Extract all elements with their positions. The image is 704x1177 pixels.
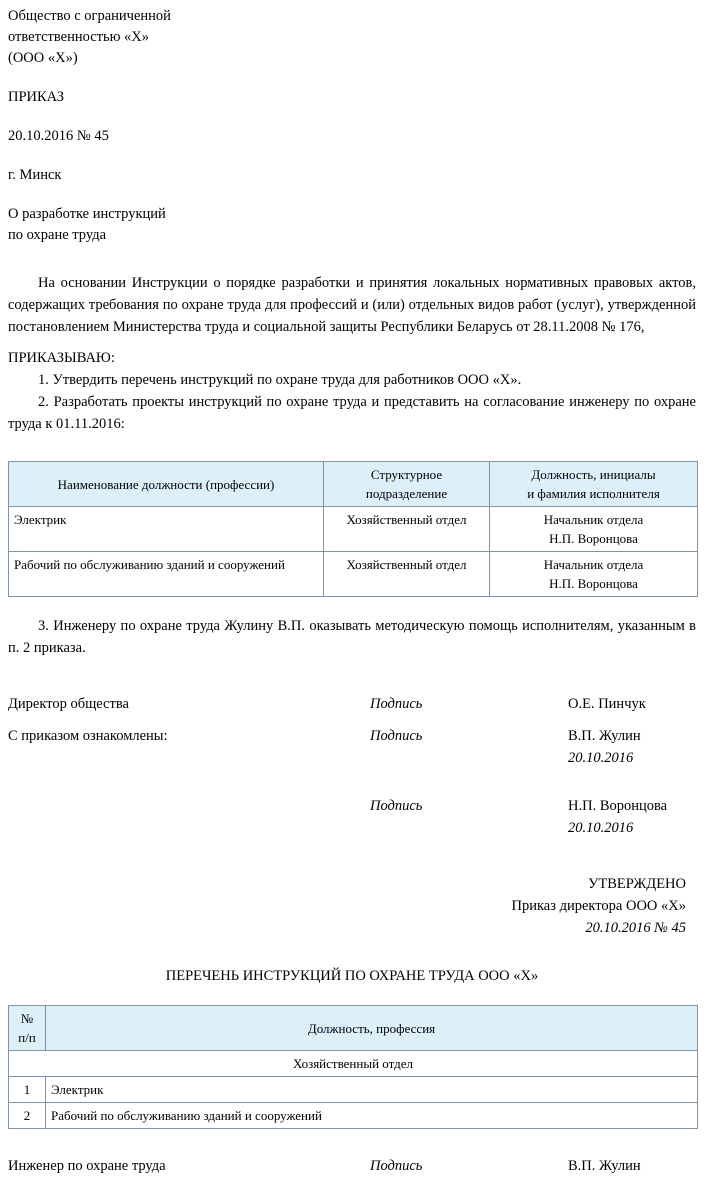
cell-unit: Хозяйственный отдел [324,552,490,597]
approval-word: УТВЕРЖДЕНО [588,876,686,892]
column-header-responsible [490,462,698,507]
list-title: ПЕРЕЧЕНЬ ИНСТРУКЦИЙ ПО ОХРАНЕ ТРУДА ООО «Х» [165,968,539,984]
document-subject-line-1: О разработке инструкций [8,206,166,222]
order-item-2: 2. Разработать проекты инструкций по охране труда и представить на согласование инженеру по охране труда к 01.11.2016: [8,394,696,432]
column-header-profession: Должность, профессия [46,1006,698,1051]
signature-row-acknowledged-2 [8,795,696,817]
column-header-number-line-2: п/п [18,1030,36,1045]
cell-section-name: Хозяйственный отдел [9,1051,698,1077]
signature-row-acknowledged-1 [8,725,696,747]
column-header-unit-line-1: Структурное [370,467,443,482]
signature-name: О.Е. Пинчук [568,696,646,712]
column-header-unit-line-2: подразделение [365,486,448,501]
table-section-row [9,1051,698,1077]
document-city: г. Минск [8,167,62,183]
spacer [8,338,696,348]
document-date-number: 20.10.2016 № 45 [8,128,109,144]
approval-block [8,873,696,939]
column-header-responsible-line-1: Должность, инициалы [531,467,656,482]
order-item-1: 1. Утвердить перечень инструкций по охране труда для работников ООО «Х». [38,372,522,388]
cell-responsible [490,507,698,552]
spacer [8,69,696,87]
spacer [8,715,696,725]
signature-name: Н.П. Воронцова [568,798,668,814]
footer-signature-row [8,1155,696,1177]
signature-placeholder: Подпись [370,798,423,814]
spacer [8,1129,696,1155]
spacer [8,939,696,965]
column-header-number [9,1006,46,1051]
spacer [8,147,696,165]
preamble-paragraph: На основании Инструкции о порядке разработки и принятия локальных нормативных правовых актов, содержащих требования по охране труда для профессий и (или) отдельных видов работ (услуг), утвержденной постановлением Министерства труда и социальной защиты Республики Беларусь от 28.11.2008 № 176, [8,275,696,335]
org-name-line-1: Общество с ограниченной [8,8,171,24]
cell-position: Рабочий по обслуживанию зданий и сооружений [9,552,324,597]
spacer [8,597,696,615]
cell-responsible-name: Н.П. Воронцова [549,531,638,546]
spacer [8,769,696,795]
spacer [8,186,696,204]
document-subject-line-2: по охране труда [8,227,107,243]
signature-block [8,693,696,839]
column-header-position: Наименование должности (профессии) [9,462,324,507]
cell-unit: Хозяйственный отдел [324,507,490,552]
signature-placeholder: Подпись [370,696,423,712]
instructions-list-table [8,1005,698,1129]
signature-name: В.П. Жулин [568,728,641,744]
cell-responsible [490,552,698,597]
footer-signature-placeholder: Подпись [370,1158,423,1174]
column-header-number-line-1: № [20,1011,34,1026]
cell-profession: Рабочий по обслуживанию зданий и сооружений [46,1103,698,1129]
signature-date: 20.10.2016 [568,750,634,766]
spacer [8,108,696,126]
cell-responsible-role: Начальник отдела [543,557,644,572]
table-row [9,552,698,597]
footer-signature-name: В.П. Жулин [568,1158,641,1174]
cell-position: Электрик [9,507,324,552]
signature-role: Директор общества [8,696,129,712]
spacer [8,839,696,873]
signature-row-director [8,693,696,715]
spacer [8,987,696,1005]
executors-table [8,461,698,597]
signature-placeholder: Подпись [370,728,423,744]
cell-profession: Электрик [46,1077,698,1103]
table-header-row [9,462,698,507]
table-header-row [9,1006,698,1051]
order-keyword: ПРИКАЗЫВАЮ: [8,350,115,366]
cell-row-number: 1 [9,1077,46,1103]
footer-signature-role: Инженер по охране труда [8,1158,166,1174]
document-kind: ПРИКАЗ [8,89,65,105]
signature-date-row-1 [8,747,696,769]
org-name-line-2: ответственностью «Х» [8,29,150,45]
spacer [8,435,696,461]
org-short-name: (ООО «Х») [8,50,78,66]
signature-date: 20.10.2016 [568,820,634,836]
table-row [9,1103,698,1129]
letterhead [8,6,696,69]
table-row [9,1077,698,1103]
signature-date-row-2 [8,817,696,839]
signature-role: С приказом ознакомлены: [8,728,168,744]
approval-reference: Приказ директора ООО «Х» [511,898,686,914]
cell-responsible-name: Н.П. Воронцова [549,576,638,591]
cell-responsible-role: Начальник отдела [543,512,644,527]
spacer [8,659,696,693]
spacer [8,246,696,272]
column-header-responsible-line-2: и фамилия исполнителя [527,486,660,501]
column-header-unit [324,462,490,507]
cell-row-number: 2 [9,1103,46,1129]
approval-date-number: 20.10.2016 № 45 [585,920,686,936]
table-row [9,507,698,552]
order-item-3: 3. Инженеру по охране труда Жулину В.П. оказывать методическую помощь исполнителям, указанным в п. 2 приказа. [8,618,696,656]
